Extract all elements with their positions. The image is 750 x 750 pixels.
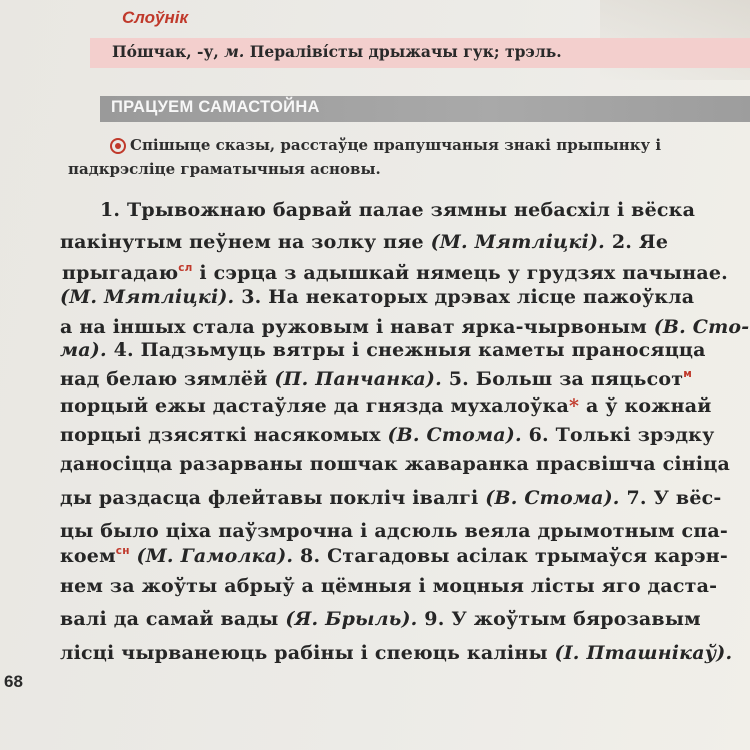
text-segment: над белаю зямлёй (60, 368, 275, 390)
asterisk-mark: * (568, 395, 580, 417)
text-segment: валі да самай вады (60, 608, 286, 630)
text-segment: 2. Яе (605, 231, 669, 253)
footnote-mark: сн (115, 545, 130, 557)
citation: ма). (60, 339, 107, 361)
footnote-mark: м (683, 368, 692, 380)
text-segment: порцыі дзясяткі насякомых (60, 424, 388, 446)
text-segment: 3. На некаторых дрэвах лісце пажоўкла (234, 286, 695, 308)
text-segment: 1. Трывожнаю барвай палае зямны небасхіл і вёска (100, 199, 696, 221)
citation: (М. Мятліцкі). (430, 231, 605, 253)
text-line (60, 545, 728, 567)
citation: (І. Пташнікаў). (554, 642, 733, 664)
task-line-1: Спішыце сказы, расстаўце прапушчаныя знакі прыпынку і (130, 136, 662, 154)
text-segment: даносіцца разарваны пошчак жаваранка прасвішча сініца (60, 453, 731, 475)
citation: (М. Мятліцкі). (60, 286, 235, 308)
text-segment: 5. Больш за пяцьсот (441, 368, 684, 390)
text-segment: 6. Толькі зрэдку (521, 424, 715, 446)
text-line (60, 395, 712, 417)
citation: (М. Гамолка). (136, 545, 294, 567)
dictionary-heading: Слоўнік (122, 8, 189, 27)
text-segment: прыгадаю (62, 262, 179, 284)
dictionary-grammar: , -у, (186, 42, 219, 61)
text-line (60, 286, 694, 308)
text-line (60, 453, 730, 475)
text-line (60, 339, 706, 361)
text-line (60, 520, 728, 542)
dictionary-definition: Пераліві́сты дрыжачы гук; трэль. (249, 42, 562, 61)
text-line (60, 368, 692, 390)
page-number: 68 (4, 672, 23, 691)
text-line (60, 316, 749, 338)
citation: (В. Стома). (485, 487, 620, 509)
text-line (60, 642, 732, 664)
text-line (60, 424, 714, 446)
citation: (П. Панчанка). (274, 368, 442, 390)
citation: (В. Стома). (387, 424, 522, 446)
dictionary-word: По́шчак (112, 42, 187, 61)
text-line (62, 262, 728, 284)
text-segment: 8. Стагадовы асілак трымаўся карэн- (293, 545, 728, 567)
text-segment: ды раздасца флейтавы покліч івалгі (60, 487, 486, 509)
text-segment: а на іншых стала ружовым і нават ярка-чырвоным (60, 316, 654, 338)
citation: (В. Сто- (653, 316, 750, 338)
text-segment: 9. У жоўтым бярозавым (417, 608, 701, 630)
task-circle-icon (110, 138, 126, 154)
text-line (100, 199, 695, 221)
text-segment: 4. Падзьмуць вятры і снежныя каметы праносяцца (106, 339, 706, 361)
text-segment: коем (60, 545, 116, 567)
text-segment: пакінутым пеўнем на золку пяе (60, 231, 431, 253)
text-line (60, 575, 717, 597)
text-segment: цы было ціха паўзмрочна і адсюль веяла дрымотным спа- (60, 520, 729, 542)
text-segment: нем за жоўты абрыў а цёмныя і моцныя лісты яго даста- (60, 575, 718, 597)
text-line (60, 487, 721, 509)
text-segment: 7. У вёс- (619, 487, 722, 509)
text-segment: і сэрца з адышкай нямець у грудзях пачынае. (192, 262, 728, 284)
text-line (60, 231, 668, 253)
text-segment: лісці чырванеюць рабіны і спеюць каліны (60, 642, 555, 664)
text-segment: а ў кожнай (579, 395, 712, 417)
text-line (60, 608, 701, 630)
task-line-2: падкрэсліце граматычныя асновы. (68, 160, 381, 178)
text-segment (130, 545, 137, 567)
section-title: ПРАЦУЕМ САМАСТОЙНА (111, 98, 320, 116)
dictionary-gender: м. (224, 42, 245, 61)
text-segment: порцый ежы дастаўляе да гнязда мухалоўка (60, 395, 569, 417)
footnote-mark: сл (178, 262, 193, 274)
dictionary-entry (112, 42, 562, 61)
citation: (Я. Брыль). (285, 608, 418, 630)
